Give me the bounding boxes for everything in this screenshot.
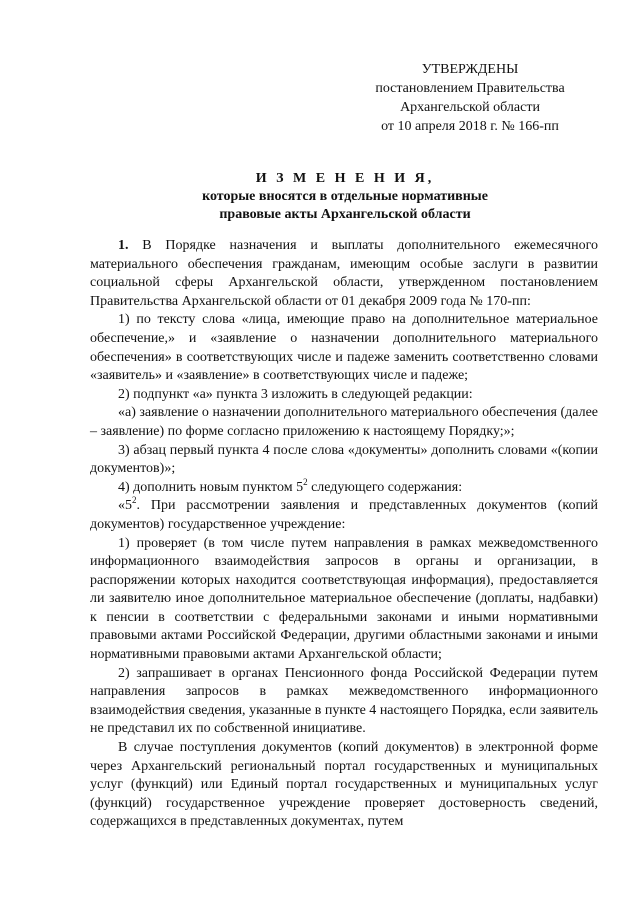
paragraph xyxy=(90,497,598,534)
heading-title: И З М Е Н Е Н И Я, xyxy=(255,171,435,186)
approval-line: постановлением Правительства xyxy=(375,81,565,96)
paragraph-text: . При рассмотрении заявления и представленных документов (копий документов) государственное учреждение: xyxy=(90,498,598,532)
item-number: 1. xyxy=(118,238,129,253)
paragraph: «а) заявление о назначении дополнительного материального обеспечения (далее – заявление) по форме согласно приложению к настоящему Порядку;»; xyxy=(90,405,598,439)
heading-subtitle: которые вносятся в отдельные нормативные xyxy=(202,189,488,204)
paragraph xyxy=(90,237,598,311)
paragraph: 1) по тексту слова «лица, имеющие право на дополнительное материальное обеспечение,» и «заявление о назначении дополнительного материального обеспечения» в соответствующих числе и падеже заменить соответственно словами «заявитель» и «заявление» в соответствующих числе и падеже; xyxy=(90,312,598,384)
approval-stamp xyxy=(360,60,580,136)
document-body xyxy=(90,237,598,832)
approval-title: УТВЕРЖДЕНЫ xyxy=(421,62,519,77)
approval-line: Архангельской области xyxy=(400,100,540,115)
paragraph: 3) абзац первый пункта 4 после слова «документы» дополнить словами «(копии документов)»; xyxy=(90,442,598,477)
paragraph-text: В Порядке назначения и выплаты дополнительного ежемесячного материального обеспечения гражданам, имеющим особые заслуги в развитии социальной сферы Архангельской области, утвержденном постановлением Правительства Архангельской области от 01 декабря 2009 года № 170-пп: xyxy=(90,238,598,309)
paragraph-text: 4) дополнить новым пунктом 5 xyxy=(118,479,304,495)
superscript: 2 xyxy=(303,476,308,487)
approval-date: от 10 апреля 2018 г. № 166-пп xyxy=(381,119,559,134)
paragraph: В случае поступления документов (копий документов) в электронной форме через Архангельский региональный портал государственных и муниципальных услуг (функций) или Единый портал государственных и муниципальных услуг (функций) государственное учреждение проверяет достоверность сведений, содержащихся в представленных документах, путем xyxy=(90,740,598,830)
document-heading xyxy=(90,170,600,224)
superscript: 2 xyxy=(132,495,137,506)
heading-subtitle: правовые акты Архангельской области xyxy=(219,207,471,222)
paragraph: 2) подпункт «а» пункта 3 изложить в следующей редакции: xyxy=(118,386,473,402)
paragraph: 1) проверяет (в том числе путем направления в рамках межведомственного информационного взаимодействия запросов в органы и организации, в распоряжении которых находится соответствующая информация), предоставляется ли заявителю иное дополнительное материальное обеспечение (доплаты, надбавки) к пенсии в соответствии с федеральными законами и иными нормативными правовыми актами Российской Федерации, другими областными законами и иными нормативными правовыми актами Архангельской области; xyxy=(90,535,598,663)
paragraph-text: следующего содержания: xyxy=(307,479,463,495)
paragraph-text: «5 xyxy=(118,498,132,514)
paragraph xyxy=(90,476,598,498)
paragraph: 2) запрашивает в органах Пенсионного фонда Российской Федерации путем направления запросов в рамках межведомственного информационного взаимодействия сведения, указанные в пункте 4 настоящего Порядка, если заявитель не представил их по собственной инициативе. xyxy=(90,665,598,737)
